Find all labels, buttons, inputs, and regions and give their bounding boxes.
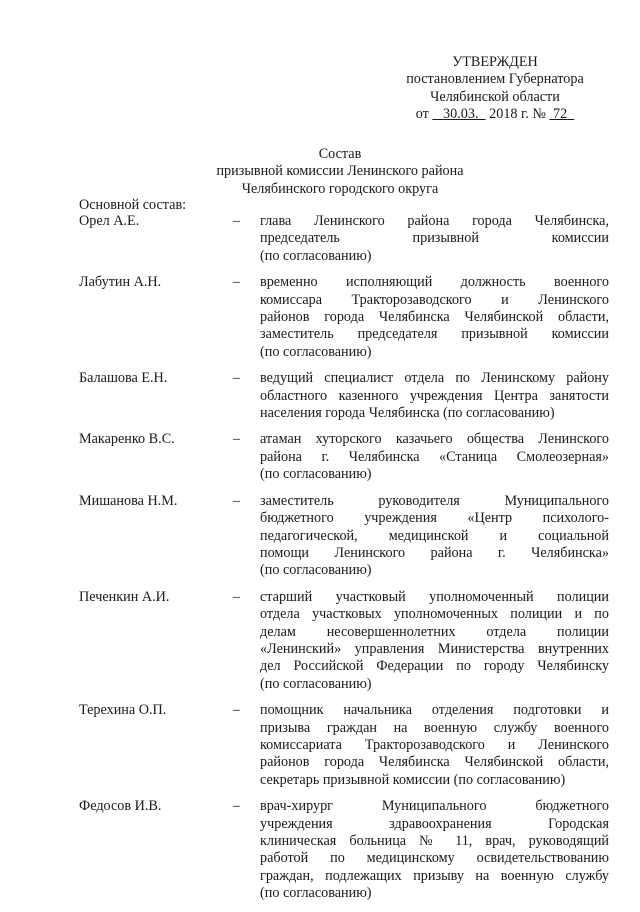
member-description bbox=[260, 702, 609, 789]
member-dash: – bbox=[233, 492, 241, 509]
description-line: атаман хуторского казачьего общества Ленинского bbox=[260, 431, 609, 448]
description-line: помощник начальника отделения подготовки и bbox=[260, 702, 609, 719]
member-name: Федосов И.В. bbox=[79, 798, 162, 815]
description-line: глава Ленинского района города Челябинска, bbox=[260, 213, 609, 229]
member-dash: – bbox=[233, 213, 241, 229]
date-prefix: от bbox=[415, 106, 429, 123]
description-line: (по согласованию) bbox=[260, 247, 372, 264]
members-list bbox=[79, 213, 609, 912]
description-line: районов города Челябинска Челябинской области, bbox=[260, 309, 609, 326]
member-name: Макаренко В.С. bbox=[79, 431, 175, 448]
member-row bbox=[79, 798, 609, 902]
member-dash: – bbox=[233, 702, 241, 719]
description-line: секретарь призывной комиссии (по согласованию) bbox=[260, 771, 566, 788]
member-description bbox=[260, 589, 609, 693]
description-line: педагогической, медицинской и социальной bbox=[260, 527, 609, 544]
member-row bbox=[79, 493, 609, 580]
title-line-1: Состав bbox=[318, 146, 362, 162]
description-line: работой по медицинскому освидетельствованию bbox=[260, 850, 609, 867]
description-line: заместитель руководителя Муниципального bbox=[260, 492, 609, 509]
description-line: председатель призывной комиссии bbox=[260, 230, 609, 247]
title-line-3: Челябинского городского округа bbox=[241, 180, 439, 197]
description-line: бюджетного учреждения «Центр психолого- bbox=[260, 510, 609, 527]
description-line: клиническая больница № 11, врач, руководящий bbox=[260, 833, 609, 849]
description-line: комиссара Тракторозаводского и Ленинского bbox=[260, 291, 609, 308]
description-line: врач-хирург Муниципального бюджетного bbox=[260, 798, 609, 815]
approval-block bbox=[380, 54, 610, 124]
member-dash: – bbox=[233, 274, 241, 291]
member-dash: – bbox=[233, 370, 241, 387]
description-line: областного казенного учреждения Центра занятости bbox=[260, 387, 609, 404]
description-line: комиссариата Тракторозаводского и Ленинского bbox=[260, 736, 609, 753]
description-line: «Ленинский» управления Министерства внутренних bbox=[260, 640, 609, 657]
member-dash: – bbox=[233, 798, 241, 815]
description-line: помощи Ленинского района г. Челябинска» bbox=[260, 544, 609, 561]
member-dash: – bbox=[233, 588, 241, 605]
member-description bbox=[260, 493, 609, 580]
member-row bbox=[79, 431, 609, 483]
member-name: Балашова Е.Н. bbox=[79, 370, 168, 387]
member-row bbox=[79, 589, 609, 693]
decree-number: 72 bbox=[553, 106, 568, 123]
member-name: Орел А.Е. bbox=[79, 213, 140, 229]
description-line: (по согласованию) bbox=[260, 343, 372, 360]
description-line: временно исполняющий должность военного bbox=[260, 274, 609, 291]
member-name: Лабутин А.Н. bbox=[79, 274, 162, 291]
description-line: (по согласованию) bbox=[260, 675, 372, 692]
document-title bbox=[150, 146, 530, 198]
approval-date-line bbox=[380, 106, 610, 123]
description-line: ведущий специалист отдела по Ленинскому району bbox=[260, 370, 609, 387]
member-name: Терехина О.П. bbox=[79, 702, 167, 719]
section-label: Основной состав: bbox=[79, 197, 187, 213]
description-line: населения города Челябинска (по согласованию) bbox=[260, 405, 555, 422]
description-line: граждан, подлежащих призыву на военную службу bbox=[260, 867, 609, 884]
description-line: старший участковый уполномоченный полиции bbox=[260, 588, 609, 605]
member-description bbox=[260, 798, 609, 902]
approval-heading: УТВЕРЖДЕН bbox=[452, 54, 538, 70]
description-line: районов города Челябинска Челябинской области, bbox=[260, 754, 609, 771]
description-line: делам несовершеннолетних отдела полиции bbox=[260, 623, 609, 640]
description-line: района г. Челябинска «Станица Смолеозерная» bbox=[260, 448, 609, 465]
date-value: 30.03. bbox=[443, 106, 479, 123]
member-row bbox=[79, 274, 609, 361]
approval-region: Челябинской области bbox=[430, 88, 560, 105]
description-line: учреждения здравоохранения Городская bbox=[260, 815, 609, 832]
member-description bbox=[260, 431, 609, 483]
member-description bbox=[260, 370, 609, 422]
description-line: отдела участковых уполномоченных полиции и по bbox=[260, 606, 609, 623]
description-line: призыва граждан на военную службу военного bbox=[260, 719, 609, 736]
member-name: Печенкин А.И. bbox=[79, 588, 170, 605]
description-line: заместитель председателя призывной комиссии bbox=[260, 326, 609, 343]
approval-decree: постановлением Губернатора bbox=[406, 71, 584, 88]
member-row bbox=[79, 370, 609, 422]
description-line: (по согласованию) bbox=[260, 466, 372, 483]
member-row bbox=[79, 702, 609, 789]
date-year: 2018 г. № bbox=[489, 106, 546, 123]
description-line: дел Российской Федерации по городу Челябинску bbox=[260, 658, 609, 675]
description-line: (по согласованию) bbox=[260, 562, 372, 579]
member-description bbox=[260, 274, 609, 361]
member-row bbox=[79, 213, 609, 265]
title-line-2: призывной комиссии Ленинского района bbox=[216, 163, 464, 180]
member-description bbox=[260, 213, 609, 265]
member-dash: – bbox=[233, 431, 241, 448]
description-line: (по согласованию) bbox=[260, 885, 372, 902]
member-name: Мишанова Н.М. bbox=[79, 492, 178, 509]
